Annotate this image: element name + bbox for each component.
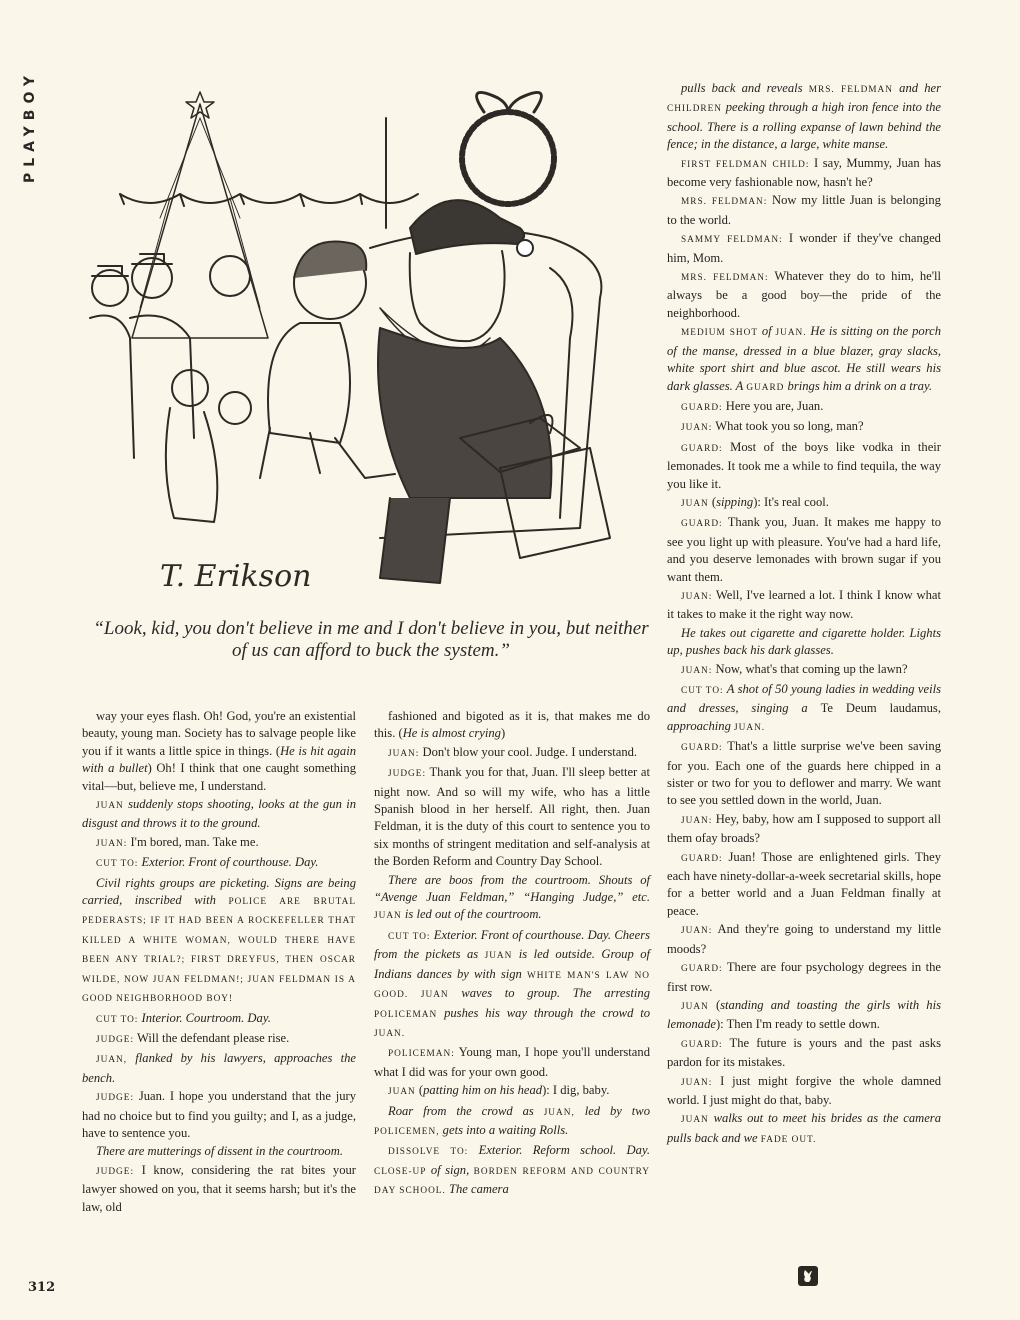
paragraph [82, 854, 356, 873]
paragraph [667, 230, 941, 267]
speaker-label: JUDGE: [96, 1093, 135, 1104]
dialogue-text: ): It's real cool. [753, 494, 829, 509]
speaker-label: CHILDREN [667, 104, 722, 115]
speaker-label: JUAN: [681, 423, 713, 434]
paragraph [667, 418, 941, 437]
dialogue-text: That's a little surprise we've been saving for you. Each one of the guards here chipped in a sister or two for you to deflower and marry. We want to see you settled down in the world, Juan. [667, 739, 941, 808]
paragraph [374, 708, 650, 743]
magazine-masthead: PLAYBOY [22, 70, 38, 184]
speaker-label: JUAN [681, 1001, 709, 1012]
speaker-label: JUAN. [734, 722, 766, 733]
paragraph [667, 514, 941, 586]
paragraph [667, 738, 941, 810]
paragraph [82, 708, 356, 795]
stage-direction: He takes out cigarette and cigarette holder. Lights up, pushes back his dark glasses. [667, 625, 941, 658]
paragraph [82, 1030, 356, 1049]
dialogue-text: ): I dig, baby. [542, 1083, 610, 1098]
stage-direction: approaching [667, 718, 735, 733]
paragraph [374, 927, 650, 1043]
dialogue-text: I'm bored, man. Take me. [127, 834, 259, 849]
stage-direction: gets into a waiting Rolls. [439, 1122, 569, 1137]
speaker-label: GUARD: [681, 519, 723, 530]
stage-direction: pushes his way through the crowd to [437, 1005, 650, 1020]
paragraph [374, 764, 650, 870]
speaker-label: BORDEN REFORM AND COUNTRY DAY SCHOOL. [374, 1166, 650, 1197]
speaker-label: GUARD: [681, 743, 723, 754]
paragraph [374, 872, 650, 926]
paragraph [667, 849, 941, 921]
text-column-2 [374, 708, 650, 1202]
paragraph [667, 155, 941, 192]
speaker-label: JUAN. [775, 328, 807, 339]
stage-direction: brings him a drink on a tray. [784, 378, 933, 393]
speaker-label: GUARD: [681, 964, 723, 975]
paragraph [82, 1143, 356, 1160]
stage-direction: Exterior. Front of courthouse. Day. Cheers from the pickets as [374, 927, 650, 962]
paragraph [667, 398, 941, 417]
stage-direction: is led outside. Group of Indians dances by with sign [374, 947, 650, 981]
stage-direction: Interior. Courtroom. Day. [138, 1010, 271, 1025]
dialogue-text: Most of the boys like vodka in their lemonades. It took me a while to find tequila, the way you like it. [667, 439, 941, 491]
dialogue-text: There are four psychology degrees in the first row. [667, 960, 941, 994]
dialogue-text: Well, I've learned a lot. I think I know what it takes to make it the right way now. [667, 587, 941, 622]
stage-direction: and her [892, 81, 941, 95]
paragraph [667, 625, 941, 660]
dialogue-text: Will the defendant please rise. [134, 1030, 290, 1045]
paragraph [82, 1088, 356, 1142]
dialogue-text: Here you are, Juan. [722, 398, 824, 413]
paragraph [667, 661, 941, 680]
stage-direction: He is sitting on the porch of the manse, dressed in a blue blazer, gray slacks, white sport shirt and blue ascot. He still wears his dark glasses. A [667, 324, 942, 393]
speaker-label: CUT TO: [681, 686, 724, 696]
dialogue-text: Whatever they do to him, he'll always be a good boy—the pride of the neighborhood. [667, 269, 941, 320]
dialogue-text: ) [500, 726, 506, 741]
speaker-label: CUT TO: [96, 859, 139, 870]
speaker-label: JUAN [681, 1115, 709, 1126]
dialogue-text: way your eyes flash. Oh! God, you're an existential beauty, young man. Society has to salvage people like you if it wants a little spice in things. ( [82, 709, 356, 758]
stage-direction: standing and toasting the girls with his lemonade [667, 997, 942, 1032]
paragraph [667, 80, 941, 154]
cartoon-signature: T. Erikson [160, 559, 312, 594]
stage-direction: flanked by his lawyers, approaches the bench. [82, 1051, 356, 1085]
paragraph [667, 997, 941, 1034]
dialogue-text: What took you so long, man? [712, 419, 864, 434]
dialogue-text [408, 986, 421, 1000]
paragraph [667, 494, 941, 513]
speaker-label: CUT TO: [388, 931, 431, 942]
paragraph [82, 875, 356, 1009]
text-column-1 [82, 708, 356, 1217]
speaker-label: MRS. FELDMAN: [681, 273, 769, 284]
paragraph [82, 796, 356, 833]
paragraph [667, 681, 941, 737]
dialogue-text: Juan. I hope you understand that the jury had no choice but to find you guilty; and I, as a judge, have to sentence you. [82, 1089, 356, 1140]
paragraph [82, 834, 356, 853]
paragraph [667, 959, 941, 996]
stage-direction: Roar from the crowd as [388, 1103, 544, 1118]
dialogue-text: Hey, baby, how am I supposed to support all them ofay broads? [667, 811, 941, 846]
stage-direction: of [758, 324, 776, 339]
stage-direction: He is almost crying [402, 726, 501, 741]
speaker-label: GUARD: [681, 443, 723, 454]
paragraph [374, 1142, 650, 1200]
speaker-label: DISSOLVE TO: [388, 1147, 469, 1158]
stage-direction: He is hit again with a bullet [82, 743, 356, 776]
paragraph [667, 587, 941, 624]
speaker-label: SAMMY FELDMAN: [681, 235, 783, 246]
speaker-label: JUDGE: [96, 1166, 135, 1177]
stage-direction: A shot of 50 young ladies in wedding veils and dresses, singing a [667, 682, 942, 716]
speaker-label: CLOSE-UP [374, 1166, 427, 1177]
stage-direction: Exterior. Front of courthouse. Day. [138, 855, 319, 870]
paragraph [667, 921, 941, 958]
dialogue-text: fashioned and bigoted as it is, that makes me do this. ( [374, 709, 650, 741]
speaker-label: JUAN [681, 498, 709, 509]
stage-direction: pulls back and reveals [681, 81, 809, 95]
stage-direction: waves to group. The arresting [448, 986, 650, 1001]
paragraph [667, 268, 941, 322]
speaker-label: GUARD: [681, 402, 723, 413]
speaker-label: JUAN: [96, 838, 128, 849]
speaker-label: FADE OUT. [760, 1134, 817, 1145]
dialogue-text: I know, considering the rat bites your lawyer showed on you, that it seems harsh; but it's the law, old [82, 1162, 356, 1214]
speaker-label: POLICE ARE BRUTAL PEDERASTS; IF IT HAD BEEN A ROCKEFELLER THAT KILLED A WHITE WOMAN, WOULD THERE HAVE BEEN ANY TRIAL?; FIRST DREYFUS, THEN OSCAR WILDE, NOW JUAN FELDMAN!; JUAN FELDMAN IS A GOOD NEIGHBORHOOD BOY! [82, 897, 356, 1005]
paragraph [667, 192, 941, 229]
dialogue-text: Thank you for that, Juan. I'll sleep better at night now. And so will my wife, who has a little Spanish blood in her herself. All right, then. Juan Feldman, it is the duty of this court to sentence you to six months of stringent meditation and self-analysis at the Borden Reform and Country Day School. [374, 765, 650, 869]
paragraph [667, 439, 941, 493]
speaker-label: JUAN. [374, 1028, 406, 1039]
dialogue-text: ) Oh! I think that one caught something vital—but, believe me, I understand. [82, 761, 356, 793]
speaker-label: CUT TO: [96, 1014, 139, 1025]
dialogue-text: The future is yours and the past asks pardon for its mistakes. [667, 1035, 941, 1070]
dialogue-text: ( [708, 997, 721, 1012]
stage-direction: There are boos from the courtroom. Shouts of “Avenge Juan Feldman,” “Hanging Judge,” etc. [374, 872, 650, 905]
speaker-label: JUAN [96, 801, 124, 812]
speaker-label: JUAN: [681, 815, 713, 826]
speaker-label: POLICEMAN [374, 1009, 438, 1020]
stage-direction: patting him on his head [423, 1083, 543, 1098]
speaker-label: FIRST FELDMAN CHILD: [681, 159, 810, 170]
paragraph [82, 1162, 356, 1216]
christmas-santa-cartoon [80, 78, 660, 630]
page-number: 312 [28, 1280, 56, 1295]
dialogue-text: Now, what's that coming up the lawn? [712, 661, 908, 676]
speaker-label: JUDGE: [388, 769, 427, 780]
paragraph [374, 1044, 650, 1081]
text-column-3 [667, 80, 941, 1150]
dialogue-text: ( [415, 1083, 424, 1098]
stage-direction: sipping [716, 494, 754, 509]
stage-direction: peeking through a high iron fence into the school. There is a rolling expanse of lawn behind the fence; in the distance, a large, white manse. [667, 100, 941, 152]
rabbit-head-logo-icon [798, 1266, 818, 1286]
speaker-label: GUARD: [681, 853, 723, 864]
speaker-label: MRS. FELDMAN: [681, 197, 768, 208]
stage-direction: led by two [574, 1103, 650, 1118]
speaker-label: JUAN, [543, 1107, 575, 1118]
speaker-label: JUAN, [96, 1055, 128, 1066]
stage-direction: is led out of the courtroom. [401, 907, 542, 922]
stage-direction: suddenly stops shooting, looks at the gun in disgust and throws it to the ground. [82, 797, 356, 831]
dialogue-text: Thank you, Juan. It makes me happy to see you light up with pleasure. You've had a hard life, and you deserve lemonades with brown sugar if you want them. [667, 515, 941, 584]
stage-direction: walks out to meet his brides as the camera pulls back and we [667, 1111, 941, 1145]
stage-direction: of sign, [426, 1162, 474, 1177]
speaker-label: GUARD [746, 382, 785, 393]
speaker-label: JUAN [388, 1087, 416, 1098]
paragraph [667, 1073, 941, 1110]
speaker-label: JUAN: [681, 1077, 713, 1088]
dialogue-text: Don't blow your cool. Judge. I understand. [419, 744, 638, 759]
paragraph [374, 1103, 650, 1142]
stage-direction: The camera [445, 1182, 509, 1197]
paragraph [667, 323, 941, 397]
dialogue-text: Te Deum laudamus, [820, 701, 941, 716]
stage-direction: There are mutterings of dissent in the courtroom. [96, 1144, 343, 1159]
paragraph [82, 1050, 356, 1087]
speaker-label: JUAN: [388, 748, 420, 759]
dialogue-text: I wonder if they've changed him, Mom. [667, 231, 941, 265]
speaker-label: JUAN: [681, 591, 713, 602]
speaker-label: WHITE MAN'S LAW NO GOOD. [374, 970, 650, 1001]
paragraph [667, 1035, 941, 1072]
paragraph [667, 1110, 941, 1149]
stage-direction: Exterior. Reform school. Day. [468, 1143, 650, 1158]
speaker-label: JUAN: [681, 665, 713, 676]
speaker-label: JUAN [484, 951, 513, 962]
dialogue-text: ( [708, 494, 717, 509]
dialogue-text: I say, Mummy, Juan has become very fashionable now, hasn't he? [667, 155, 941, 190]
speaker-label: POLICEMEN, [374, 1126, 440, 1137]
speaker-label: JUAN: [681, 926, 713, 937]
dialogue-text: I just might forgive the whole damned world. I just might do that, baby. [667, 1073, 941, 1107]
dialogue-text: Juan! Those are enlightened girls. They each have ninety-dollar-a-week secretarial skills, hope for a better world and a Juan Feldman finally at peace. [667, 849, 941, 918]
paragraph [374, 744, 650, 763]
speaker-label: GUARD: [681, 1039, 723, 1050]
paragraph [667, 811, 941, 848]
paragraph [82, 1010, 356, 1029]
speaker-label: JUDGE: [96, 1034, 135, 1045]
speaker-label: MRS. FELDMAN [808, 85, 893, 95]
dialogue-text: And they're going to understand my little moods? [667, 922, 941, 956]
stage-direction: Civil rights groups are picketing. Signs are being carried, inscribed with [82, 875, 356, 908]
paragraph [374, 1082, 650, 1101]
cartoon-caption: “Look, kid, you don't believe in me and I don't believe in you, but neither of us can afford to buck the system.” [93, 618, 649, 661]
dialogue-text: Young man, I hope you'll understand what I did was for your own good. [374, 1045, 650, 1079]
dialogue-text: ): Then I'm ready to settle down. [715, 1017, 880, 1032]
speaker-label: JUAN [420, 990, 449, 1001]
dialogue-text: Now my little Juan is belonging to the world. [667, 193, 941, 227]
speaker-label: JUAN [374, 911, 402, 922]
speaker-label: MEDIUM SHOT [681, 328, 759, 339]
speaker-label: POLICEMAN: [388, 1049, 455, 1060]
